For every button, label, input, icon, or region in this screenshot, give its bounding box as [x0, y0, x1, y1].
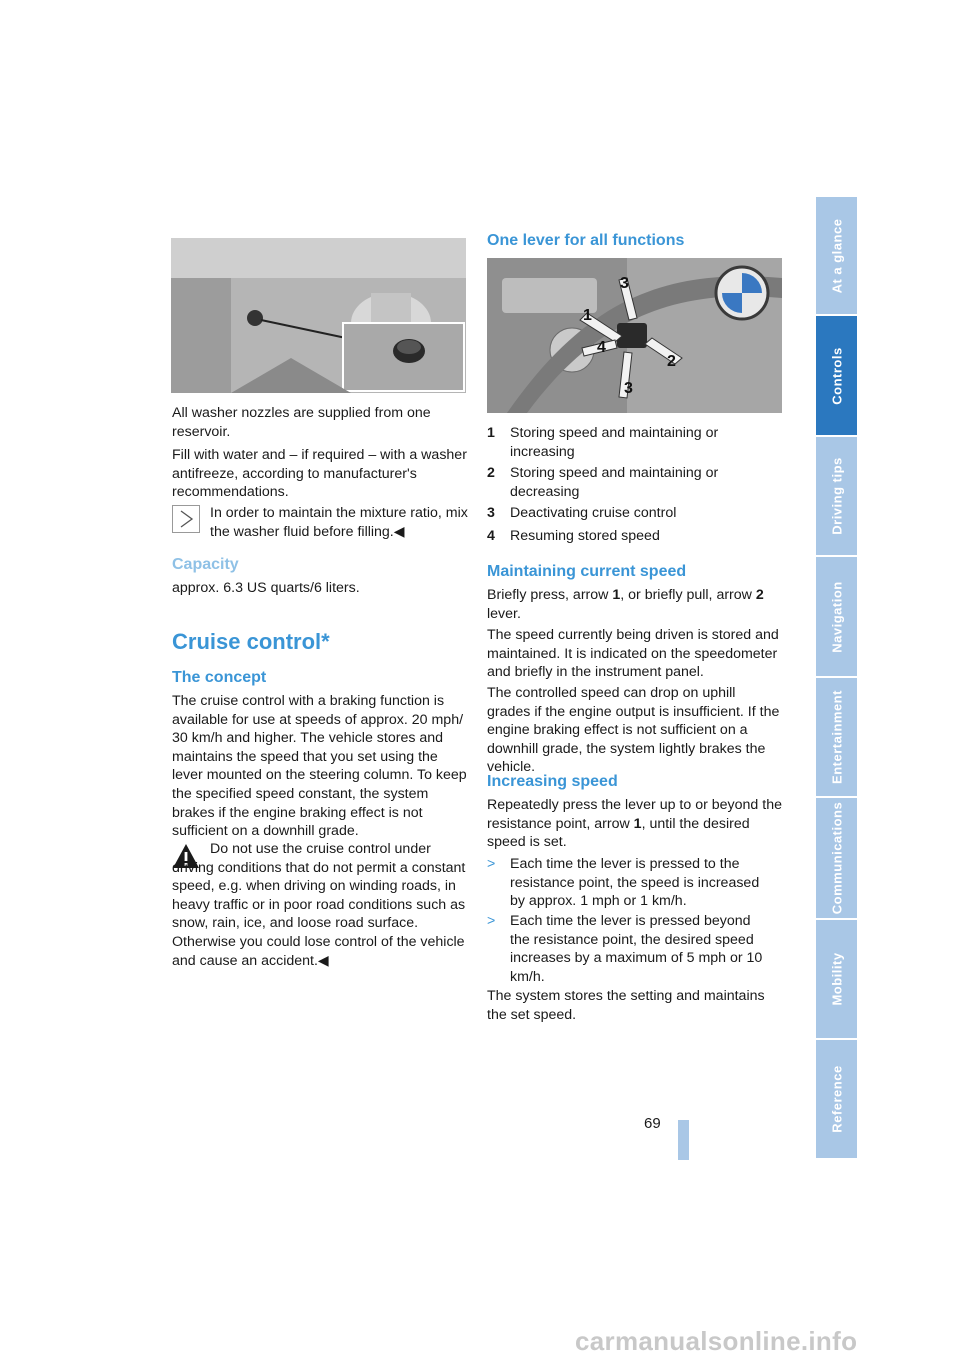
- capacity-text: approx. 6.3 US quarts/6 liters.: [172, 580, 360, 596]
- watermark: carmanualsonline.info: [575, 1326, 858, 1356]
- lever-item-number: 2: [487, 465, 495, 481]
- lever-item-1: [487, 424, 782, 462]
- text-run: , or briefly pull, arrow: [620, 587, 756, 603]
- page-number-bar: [678, 1120, 689, 1160]
- concept-text: The cruise control with a braking function is available for use at speeds of approx. 20 mph/ 30 km/h and higher. The vehicle stores and maintains the speed that you set using the lever mounted on the steering column. To keep the specified speed constant, the system brakes if the engine braking effect is not sufficient on a downhill grade.: [172, 693, 467, 840]
- tab-driving-tips[interactable]: [816, 437, 857, 557]
- lever-arrow-label-1: 1: [583, 307, 592, 324]
- bullet-marker: >: [487, 913, 496, 929]
- maintain-heading: Maintaining current speed: [487, 563, 687, 580]
- tab-reference[interactable]: [816, 1040, 857, 1160]
- lever-arrow-label-3-top: 3: [620, 275, 629, 292]
- page-number: 69: [644, 1115, 661, 1132]
- increase-bullet-1: [487, 855, 782, 911]
- lever-item-4: [487, 527, 782, 546]
- capacity-heading: Capacity: [172, 556, 239, 573]
- warning-text-content: Do not use the cruise control under driving conditions that do not permit a constant speed, e.g. when driving on winding roads, in heavy traffic or in poor road conditions such as snow, rain, ice, and loose road surface. Otherwise you could lose control of the vehicle and cause an accident.◀: [172, 841, 466, 969]
- text-run: Repeatedly press the lever up to or beyond the resistance point, arrow: [487, 797, 782, 832]
- tab-label: Entertainment: [829, 690, 844, 784]
- washer-paragraph-1: All washer nozzles are supplied from one reservoir.: [172, 405, 431, 440]
- tab-entertainment[interactable]: [816, 678, 857, 798]
- warning-text: [172, 840, 468, 970]
- lever-item-number: 3: [487, 505, 495, 521]
- maintain-paragraph-3: The controlled speed can drop on uphill grades if the engine output is insufficient. If the engine braking effect is not sufficient on a downhill grade, the system lightly brakes the vehicle.: [487, 685, 780, 776]
- tab-label: At a glance: [829, 218, 844, 293]
- bullet-text: Each time the lever is pressed beyond the resistance point, the desired speed increases by a maximum of 5 mph or 10 km/h.: [510, 913, 763, 985]
- lever-item-text: Storing speed and maintaining or decreasing: [510, 465, 719, 500]
- washer-paragraph-2: Fill with water and – if required – with a washer antifreeze, according to manufacturer's recommendations.: [172, 447, 467, 501]
- tab-mobility[interactable]: [816, 920, 857, 1040]
- washer-reservoir-photo: [171, 238, 466, 393]
- tab-label: Controls: [829, 346, 844, 405]
- tab-label: Navigation: [829, 580, 844, 653]
- bullet-text: Each time the lever is pressed to the resistance point, the speed is increased by approx. 1 mph or 1 km/h.: [510, 856, 760, 910]
- lever-arrow-label-4: 4: [597, 339, 606, 356]
- tab-navigation[interactable]: [816, 557, 857, 678]
- arrow-number: 1: [612, 587, 621, 603]
- lever-heading: One lever for all functions: [487, 232, 685, 249]
- lever-item-number: 4: [487, 528, 495, 544]
- lever-item-3: [487, 504, 782, 523]
- tab-controls[interactable]: [816, 316, 857, 437]
- tab-label: Reference: [829, 1065, 844, 1133]
- tab-at-a-glance[interactable]: [816, 197, 857, 316]
- text-run: lever.: [487, 605, 521, 622]
- lever-item-text: Storing speed and maintaining or increasing: [510, 425, 719, 460]
- arrow-number: 1: [633, 815, 642, 832]
- increase-heading: Increasing speed: [487, 773, 618, 790]
- maintain-paragraph-1: [487, 586, 782, 623]
- lever-item-2: [487, 464, 782, 502]
- tab-label: Communications: [829, 801, 844, 915]
- concept-heading: The concept: [172, 669, 267, 686]
- steering-lever-photo: [487, 258, 782, 413]
- lever-arrow-label-3-bottom: 3: [624, 380, 633, 397]
- tab-label: Mobility: [829, 952, 844, 1006]
- tab-label: Driving tips: [829, 457, 844, 535]
- text-run: Briefly press, arrow: [487, 587, 613, 603]
- washer-note: In order to maintain the mixture ratio, mix the washer fluid before filling.◀: [210, 505, 468, 540]
- increase-paragraph-1: [487, 796, 782, 852]
- cruise-control-heading: Cruise control*: [172, 629, 330, 654]
- maintain-paragraph-2: The speed currently being driven is stored and maintained. It is indicated on the speedometer and briefly in the instrument panel.: [487, 627, 779, 681]
- increase-paragraph-2: The system stores the setting and maintains the set speed.: [487, 988, 765, 1023]
- increase-bullet-2: [487, 912, 782, 987]
- lever-arrow-label-2: 2: [667, 353, 676, 370]
- bullet-marker: >: [487, 856, 496, 872]
- arrow-number: 2: [755, 587, 764, 603]
- section-tabs: [816, 197, 857, 1160]
- lever-item-number: 1: [487, 425, 495, 441]
- steering-lever-illustration: [487, 258, 782, 413]
- washer-reservoir-illustration: [171, 238, 466, 393]
- lever-item-text: Resuming stored speed: [510, 528, 660, 544]
- lever-item-text: Deactivating cruise control: [510, 505, 677, 521]
- tab-communications[interactable]: [816, 798, 857, 920]
- text-run: , until the desired speed is set.: [487, 815, 750, 851]
- note-icon: [172, 505, 200, 538]
